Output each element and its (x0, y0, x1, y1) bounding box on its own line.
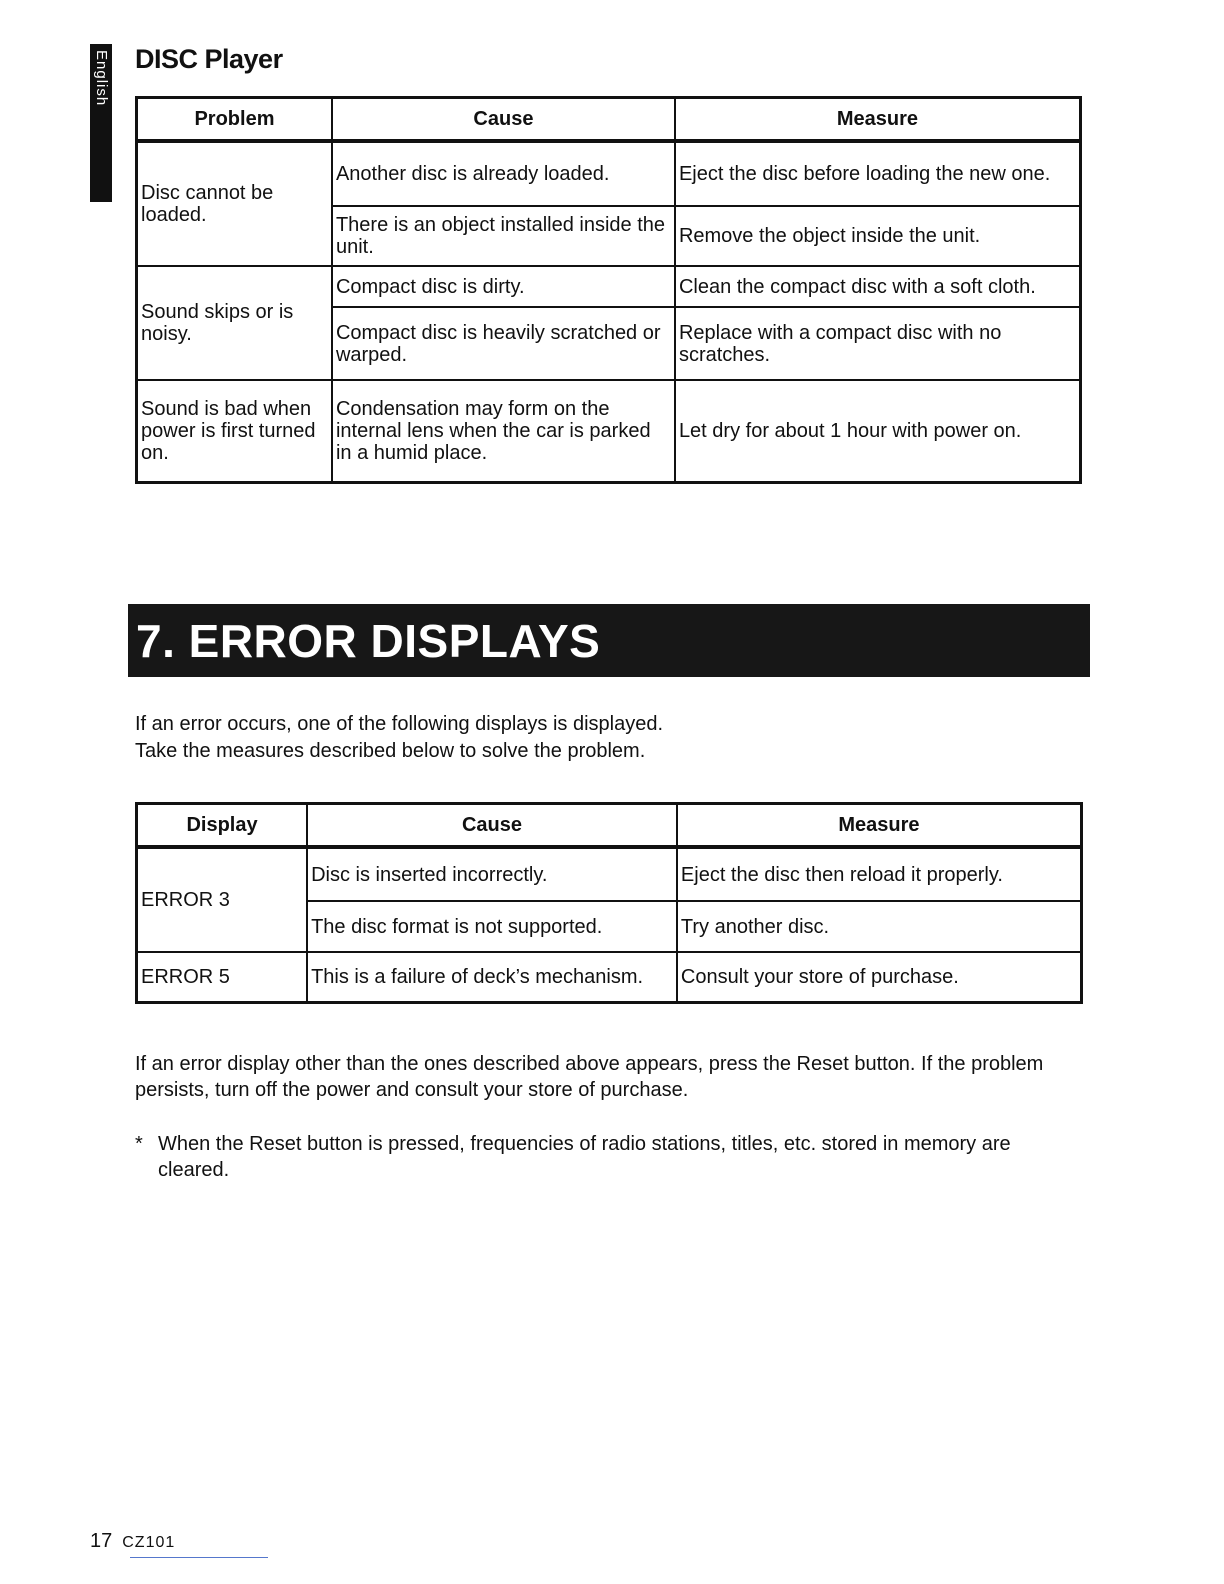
table-row (137, 952, 1082, 1002)
note-marker: * (135, 1133, 143, 1155)
measure-cell: Remove the object inside the unit. (675, 206, 1081, 266)
cause-cell: This is a failure of deck’s mechanism. (307, 952, 677, 1002)
page-footer (90, 1530, 175, 1553)
closing-paragraph: If an error display other than the ones described above appears, press the Reset button. If the problem persists, turn off the power and consult your store of purchase. (135, 1053, 1044, 1101)
page-number: 17 (90, 1530, 113, 1552)
table-header-row (137, 98, 1081, 142)
error-displays-title: 7. ERROR DISPLAYS (136, 615, 601, 667)
measure-cell: Consult your store of purchase. (677, 952, 1082, 1002)
model-number: CZ101 (122, 1534, 176, 1551)
error-displays-table (135, 802, 1083, 1004)
section-heading: DISC Player (135, 44, 283, 74)
cause-cell: The disc format is not supported. (307, 901, 677, 952)
table-row (137, 141, 1081, 206)
measure-cell: Eject the disc before loading the new one. (675, 141, 1081, 206)
table-row (137, 380, 1081, 482)
column-header-display: Display (137, 804, 308, 848)
table-header-row (137, 804, 1082, 848)
measure-cell: Let dry for about 1 hour with power on. (675, 380, 1081, 482)
problem-cell: Sound skips or is noisy. (137, 266, 332, 380)
column-header-measure: Measure (675, 98, 1081, 142)
measure-cell: Try another disc. (677, 901, 1082, 952)
display-cell: ERROR 5 (137, 952, 308, 1002)
cause-cell: Compact disc is dirty. (332, 266, 675, 307)
intro-line-2: Take the measures described below to solve the problem. (135, 740, 646, 762)
column-header-cause: Cause (332, 98, 675, 142)
table-row (137, 847, 1082, 901)
cause-cell: Condensation may form on the internal lens when the car is parked in a humid place. (332, 380, 675, 482)
measure-cell: Eject the disc then reload it properly. (677, 847, 1082, 901)
cause-cell: Another disc is already loaded. (332, 141, 675, 206)
intro-line-1: If an error occurs, one of the following displays is displayed. (135, 713, 664, 735)
measure-cell: Clean the compact disc with a soft cloth. (675, 266, 1081, 307)
cause-cell: Compact disc is heavily scratched or warped. (332, 307, 675, 380)
note-text: When the Reset button is pressed, frequencies of radio stations, titles, etc. stored in memory are cleared. (158, 1133, 1011, 1181)
language-side-tab (90, 44, 112, 202)
cause-cell: There is an object installed inside the unit. (332, 206, 675, 266)
measure-cell: Replace with a compact disc with no scratches. (675, 307, 1081, 380)
column-header-cause: Cause (307, 804, 677, 848)
table-row (137, 266, 1081, 307)
display-cell: ERROR 3 (137, 847, 308, 952)
cause-cell: Disc is inserted incorrectly. (307, 847, 677, 901)
language-label: English (93, 50, 110, 107)
column-header-measure: Measure (677, 804, 1082, 848)
error-displays-banner (128, 604, 1090, 677)
column-header-problem: Problem (137, 98, 332, 142)
disc-player-table (135, 96, 1082, 484)
problem-cell: Disc cannot be loaded. (137, 141, 332, 266)
footer-rule (130, 1557, 268, 1558)
problem-cell: Sound is bad when power is first turned on. (137, 380, 332, 482)
